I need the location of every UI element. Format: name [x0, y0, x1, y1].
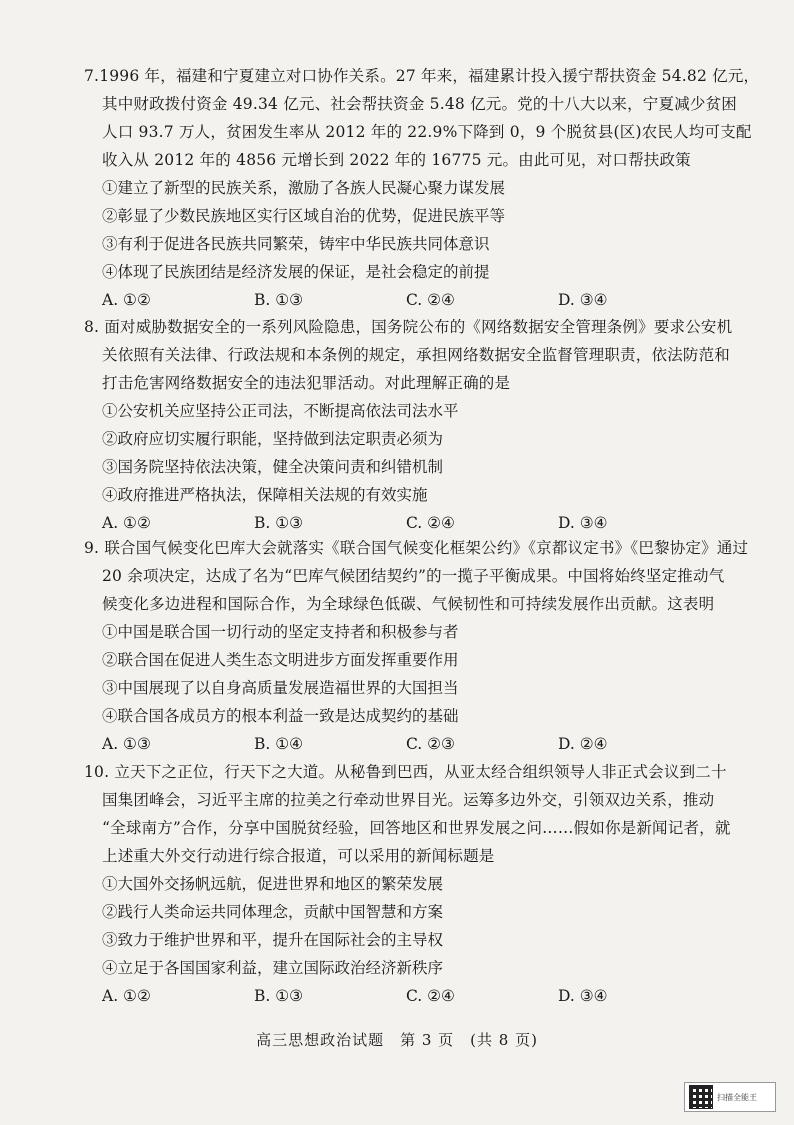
- answer-choices: [84, 982, 744, 1010]
- option-statement: ③国务院坚持依法决策，健全决策问责和纠错机制: [102, 458, 444, 476]
- page-footer: 高三思想政治试题 第 3 页 (共 8 页): [256, 1031, 538, 1049]
- question-stem-line: 国集团峰会，习近平主席的拉美之行牵动世界目光。运筹多边外交，引领双边关系，推动: [102, 791, 715, 809]
- choice-a: A. ①②: [102, 291, 151, 309]
- choice-d: D. ③④: [558, 987, 608, 1005]
- option-statement: ②政府应切实履行职能，坚持做到法定职责必须为: [102, 430, 444, 448]
- choice-b: B. ①③: [254, 514, 304, 532]
- question-7: [84, 62, 760, 314]
- choice-d: D. ③④: [558, 291, 608, 309]
- option-statement: ①公安机关应坚持公正司法，不断提高依法司法水平: [102, 402, 459, 420]
- question-stem-line: 20 余项决定，达成了名为“巴库气候团结契约”的一揽子平衡成果。中国将始终坚定推动气: [102, 567, 725, 585]
- question-stem-line: 候变化多边进程和国际合作，为全球绿色低碳、气候韧性和可持续发展作出贡献。这表明: [102, 595, 715, 613]
- answer-choices: [84, 509, 744, 537]
- question-8: [84, 313, 744, 537]
- question-stem-line: “全球南方”合作，分享中国脱贫经验，回答地区和世界发展之问……假如你是新闻记者，就: [102, 819, 731, 837]
- question-stem-line: 9. 联合国气候变化巴库大会就落实《联合国气候变化框架公约》《京都议定书》《巴黎协定》通过: [84, 539, 749, 557]
- question-stem-line: 上述重大外交行动进行综合报道，可以采用的新闻标题是: [102, 847, 495, 865]
- qr-code-icon: [689, 1085, 713, 1109]
- question-10: [84, 758, 744, 1010]
- question-stem-line: 7.1996 年，福建和宁夏建立对口协作关系。27 年来，福建累计投入援宁帮扶资金 54.82 亿元，: [84, 67, 760, 85]
- scanner-watermark-badge: [684, 1082, 776, 1112]
- choice-b: B. ①③: [254, 987, 304, 1005]
- option-statement: ②彰显了少数民族地区实行区域自治的优势，促进民族平等: [102, 207, 506, 225]
- option-statement: ④联合国各成员方的根本利益一致是达成契约的基础: [102, 707, 459, 725]
- option-statement: ②践行人类命运共同体理念，贡献中国智慧和方案: [102, 903, 444, 921]
- choice-c: C. ②④: [406, 514, 455, 532]
- option-statement: ④立足于各国国家利益，建立国际政治经济新秩序: [102, 959, 444, 977]
- question-stem-line: 收入从 2012 年的 4856 元增长到 2022 年的 16775 元。由此可见，对口帮扶政策: [102, 151, 691, 169]
- question-stem-line: 10. 立天下之正位，行天下之大道。从秘鲁到巴西，从亚太经合组织领导人非正式会议到二十: [84, 763, 727, 781]
- option-statement: ③致力于维护世界和平，提升在国际社会的主导权: [102, 931, 444, 949]
- choice-d: D. ③④: [558, 514, 608, 532]
- choice-d: D. ②④: [558, 735, 608, 753]
- choice-c: C. ②④: [406, 291, 455, 309]
- option-statement: ③有利于促进各民族共同繁荣，铸牢中华民族共同体意识: [102, 235, 490, 253]
- answer-choices: [84, 286, 744, 314]
- choice-c: C. ②③: [406, 735, 455, 753]
- choice-b: B. ①③: [254, 291, 304, 309]
- option-statement: ④体现了民族团结是经济发展的保证，是社会稳定的前提: [102, 263, 490, 281]
- question-stem-line: 8. 面对威胁数据安全的一系列风险隐患，国务院公布的《网络数据安全管理条例》要求公安机: [84, 318, 733, 336]
- question-stem-line: 打击危害网络数据安全的违法犯罪活动。对此理解正确的是: [102, 374, 511, 392]
- option-statement: ①中国是联合国一切行动的坚定支持者和积极参与者: [102, 623, 459, 641]
- choice-a: A. ①②: [102, 987, 151, 1005]
- question-stem-line: 关依照有关法律、行政法规和本条例的规定，承担网络数据安全监督管理职责，依法防范和: [102, 346, 731, 364]
- choice-a: A. ①③: [102, 735, 151, 753]
- option-statement: ④政府推进严格执法，保障相关法规的有效实施: [102, 486, 428, 504]
- answer-choices: [84, 730, 744, 758]
- option-statement: ②联合国在促进人类生态文明进步方面发挥重要作用: [102, 651, 459, 669]
- option-statement: ①建立了新型的民族关系，激励了各族人民凝心聚力谋发展: [102, 179, 506, 197]
- scanner-app-label: 扫描全能王: [717, 1092, 757, 1102]
- question-stem-line: 其中财政拨付资金 49.34 亿元、社会帮扶资金 5.48 亿元。党的十八大以来，宁夏减少贫困: [102, 95, 737, 113]
- option-statement: ①大国外交扬帆远航，促进世界和地区的繁荣发展: [102, 875, 444, 893]
- choice-b: B. ①④: [254, 735, 304, 753]
- choice-c: C. ②④: [406, 987, 455, 1005]
- question-9: [84, 534, 749, 758]
- option-statement: ③中国展现了以自身高质量发展造福世界的大国担当: [102, 679, 459, 697]
- question-stem-line: 人口 93.7 万人，贫困发生率从 2012 年的 22.9%下降到 0，9 个脱贫县(区)农民人均可支配: [102, 123, 752, 141]
- choice-a: A. ①②: [102, 514, 151, 532]
